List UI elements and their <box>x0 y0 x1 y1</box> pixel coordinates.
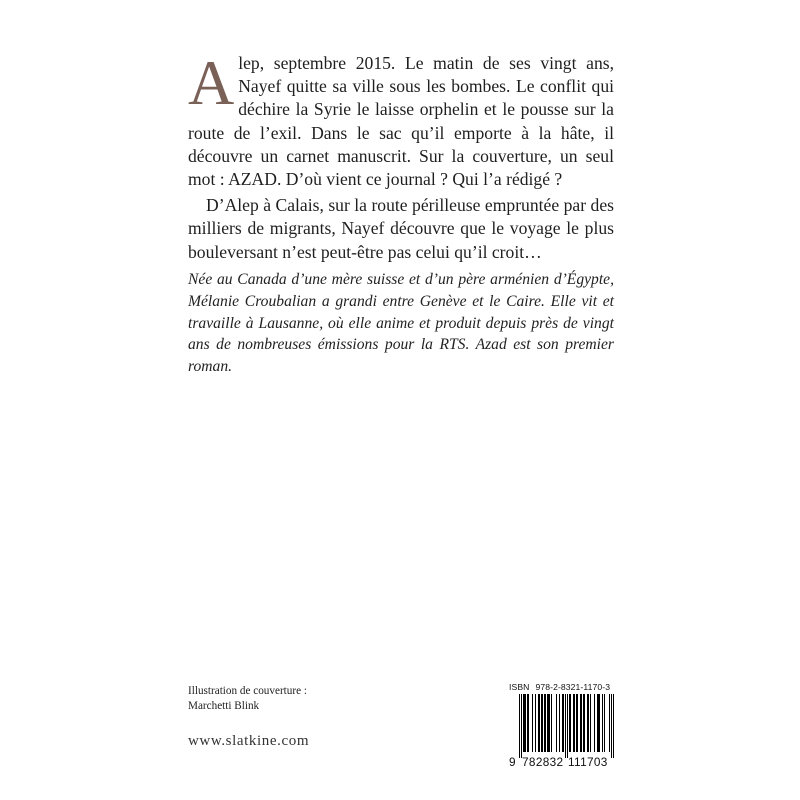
barcode-bar <box>538 694 539 752</box>
barcode-bar <box>611 694 612 758</box>
drop-cap: A <box>188 47 235 118</box>
synopsis-paragraph-2: D’Alep à Calais, sur la route périlleuse empruntée par des milliers de migrants, Nayef découvre que le voyage le plus bouleversant n’est peut-être pas celui qu’il croit… <box>188 195 614 262</box>
barcode-bar <box>539 694 540 752</box>
synopsis-paragraph-1-text: lep, septembre 2015. Le matin de ses vingt ans, Nayef quitte sa ville sous les bombes. Le conflit qui déchire la Syrie le laisse orphelin et le pousse sur la route de l’exil. Dans le sac qu’il emporte à la hâte, il découvre un carnet manuscrit. Sur la couverture, un seul mot : AZAD. D’où vient ce journal ? Qui l’a rédigé ? <box>188 53 614 190</box>
barcode-bar <box>551 694 552 752</box>
cover-illustration-credit <box>188 684 307 714</box>
barcode-bar <box>576 694 577 752</box>
barcode-bar <box>547 694 548 752</box>
barcode-bar <box>574 694 575 752</box>
barcode-bar <box>548 694 549 752</box>
barcode-bar <box>583 694 584 752</box>
isbn-line <box>509 682 610 692</box>
synopsis <box>188 47 614 264</box>
barcode-bar <box>590 694 591 752</box>
barcode-bar <box>524 694 525 752</box>
barcode-bar <box>528 694 529 752</box>
barcode-bar <box>581 694 582 752</box>
barcode-icon <box>509 694 615 758</box>
barcode-bar <box>525 694 526 752</box>
synopsis-paragraph-1 <box>188 47 614 191</box>
barcode-bar <box>577 694 578 752</box>
barcode-bar <box>584 694 585 752</box>
publisher-website: www.slatkine.com <box>188 733 310 749</box>
barcode-bar <box>602 694 603 752</box>
ean-right-group: 111703 <box>568 755 608 769</box>
barcode-bar <box>556 694 557 752</box>
barcode-bar <box>565 694 566 758</box>
barcode-bar <box>597 694 598 752</box>
barcode-bar <box>527 694 528 752</box>
barcode-bar <box>613 694 614 758</box>
isbn-label: ISBN <box>509 682 530 692</box>
barcode-bar <box>535 694 536 752</box>
barcode-bar <box>549 694 550 752</box>
barcode-bar <box>604 694 605 752</box>
barcode-bar <box>599 694 600 752</box>
barcode-bar <box>609 694 610 752</box>
barcode-bar <box>521 694 522 758</box>
barcode-bar <box>523 694 524 752</box>
author-bio <box>188 269 614 378</box>
barcode-bar <box>567 694 568 758</box>
credit-name: Marchetti Blink <box>188 700 260 712</box>
ean-left-group: 782832 <box>522 755 564 769</box>
barcode-bar <box>545 694 546 752</box>
isbn-barcode-block <box>509 682 615 772</box>
barcode-bar <box>542 694 543 752</box>
barcode-bar <box>532 694 533 752</box>
isbn-number: 978-2-8321-1170-3 <box>535 682 611 692</box>
barcode-bar <box>580 694 581 752</box>
barcode-bar <box>563 694 564 752</box>
credit-label: Illustration de couverture : <box>188 685 307 697</box>
barcode-bar <box>541 694 542 752</box>
barcode-bar <box>559 694 560 752</box>
barcode-bar <box>587 694 588 752</box>
barcode-bar <box>570 694 571 752</box>
author-bio-text: Née au Canada d’une mère suisse et d’un père arménien d’Égypte, Mélanie Croubalian a grandi entre Genève et le Caire. Elle vit et travaille à Lausanne, où elle anime et produit depuis près de vingt ans de nombreuses émissions pour la RTS. Azad est son premier roman. <box>188 271 614 376</box>
barcode-bar <box>598 694 599 752</box>
barcode-bar <box>569 694 570 752</box>
barcode-bar <box>594 694 595 752</box>
barcode-bar <box>573 694 574 752</box>
barcode-bar <box>519 694 520 758</box>
barcode-bar <box>562 694 563 752</box>
barcode-bar <box>588 694 589 752</box>
barcode-bar <box>544 694 545 752</box>
ean-first-digit: 9 <box>509 755 516 769</box>
